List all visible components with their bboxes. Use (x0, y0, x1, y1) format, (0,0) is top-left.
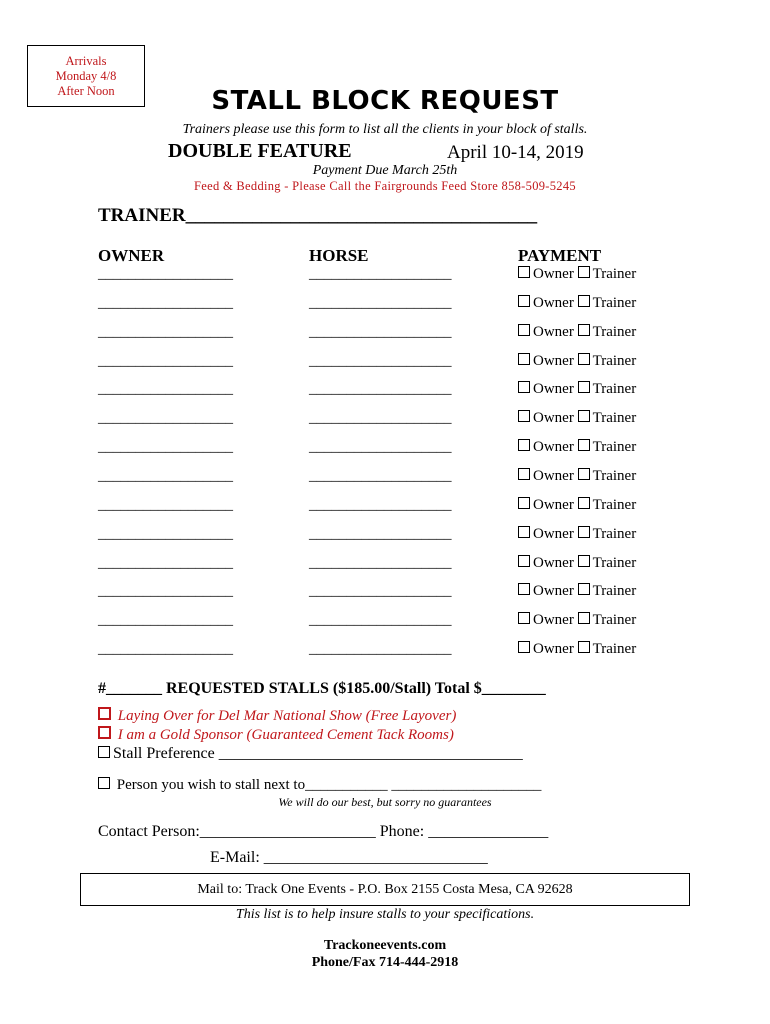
owner-blank[interactable]: __________________ (98, 439, 233, 456)
owner-checkbox[interactable] (518, 497, 530, 509)
horse-blank[interactable]: ___________________ (309, 381, 452, 398)
trainer-checkbox[interactable] (578, 526, 590, 538)
owner-blank[interactable]: __________________ (98, 323, 233, 340)
payment-options (518, 555, 636, 572)
owner-checkbox[interactable] (518, 555, 530, 567)
owner-option-label: Owner (533, 410, 574, 427)
owner-option-label: Owner (533, 525, 574, 542)
owner-checkbox[interactable] (518, 295, 530, 307)
payment-options (518, 497, 636, 514)
payment-options (518, 468, 636, 485)
horse-blank[interactable]: ___________________ (309, 583, 452, 600)
owner-option-label: Owner (533, 496, 574, 513)
stall-preference-option[interactable] (98, 745, 523, 763)
trainer-field[interactable]: TRAINER_____________________________________ (98, 205, 538, 226)
trainer-checkbox[interactable] (578, 612, 590, 624)
trainer-option-label: Trainer (592, 554, 637, 571)
payment-options (518, 410, 636, 427)
gold-sponsor-checkbox[interactable] (98, 726, 111, 739)
stall-next-label: Person you wish to stall next to___________ ____________________ (116, 777, 542, 793)
owner-option-label: Owner (533, 641, 574, 658)
owner-blank[interactable]: __________________ (98, 641, 233, 658)
payment-due-note: Payment Due March 25th (312, 163, 458, 178)
owner-blank[interactable]: __________________ (98, 525, 233, 542)
horse-blank[interactable]: ___________________ (309, 294, 452, 311)
owner-option-label: Owner (533, 439, 574, 456)
owner-checkbox[interactable] (518, 266, 530, 278)
stall-next-option[interactable] (98, 777, 541, 794)
owner-blank[interactable]: __________________ (98, 381, 233, 398)
trainer-checkbox[interactable] (578, 324, 590, 336)
mail-to-box: Mail to: Track One Events - P.O. Box 2155 Costa Mesa, CA 92628 (80, 873, 690, 906)
payment-options (518, 612, 636, 629)
gold-sponsor-option[interactable] (98, 726, 454, 744)
owner-option-label: Owner (533, 612, 574, 629)
owner-blank[interactable]: __________________ (98, 266, 233, 282)
stall-next-checkbox[interactable] (98, 777, 110, 789)
trainer-checkbox[interactable] (578, 439, 590, 451)
disclaimer-note: This list is to help insure stalls to your specifications. (235, 907, 535, 922)
trainer-checkbox[interactable] (578, 295, 590, 307)
owner-blank[interactable]: __________________ (98, 612, 233, 629)
trainer-option-label: Trainer (592, 410, 637, 427)
owner-option-label: Owner (533, 467, 574, 484)
page-title: STALL BLOCK REQUEST (211, 86, 559, 116)
payment-options (518, 439, 636, 456)
horse-column-header: HORSE (309, 246, 369, 265)
payment-column-header: PAYMENT (518, 246, 602, 265)
owner-option-label: Owner (533, 583, 574, 600)
horse-blank[interactable]: ___________________ (309, 323, 452, 340)
trainer-checkbox[interactable] (578, 410, 590, 422)
trainer-option-label: Trainer (592, 352, 637, 369)
trainer-checkbox[interactable] (578, 266, 590, 278)
trainer-option-label: Trainer (592, 467, 637, 484)
trainer-option-label: Trainer (592, 323, 637, 340)
arrivals-line-3: After Noon (57, 84, 115, 98)
owner-option-label: Owner (533, 554, 574, 571)
gold-sponsor-label: I am a Gold Sponsor (Guaranteed Cement Tack Rooms) (117, 727, 454, 743)
horse-blank[interactable]: ___________________ (309, 525, 452, 542)
trainer-checkbox[interactable] (578, 641, 590, 653)
owner-checkbox[interactable] (518, 381, 530, 393)
trainer-option-label: Trainer (592, 525, 637, 542)
owner-checkbox[interactable] (518, 583, 530, 595)
owner-option-label: Owner (533, 381, 574, 398)
owner-checkbox[interactable] (518, 410, 530, 422)
layover-option[interactable] (98, 707, 456, 725)
owner-blank[interactable]: __________________ (98, 294, 233, 311)
trainer-checkbox[interactable] (578, 497, 590, 509)
layover-label: Laying Over for Del Mar National Show (Free Layover) (117, 708, 457, 724)
payment-options (518, 353, 636, 370)
payment-options (518, 641, 636, 658)
contact-phone-line[interactable]: Contact Person:______________________ Phone: _______________ (98, 823, 549, 840)
event-dates: April 10-14, 2019 (447, 142, 584, 163)
trainer-option-label: Trainer (592, 641, 637, 658)
owner-blank[interactable]: __________________ (98, 467, 233, 484)
horse-blank[interactable]: ___________________ (309, 439, 452, 456)
payment-options (518, 381, 636, 398)
layover-checkbox[interactable] (98, 707, 111, 720)
horse-blank[interactable]: ___________________ (309, 641, 452, 658)
owner-option-label: Owner (533, 323, 574, 340)
payment-options (518, 295, 636, 312)
trainer-option-label: Trainer (592, 496, 637, 513)
requested-stalls-line[interactable]: #_______ REQUESTED STALLS ($185.00/Stall) Total $________ (98, 680, 546, 697)
owner-column-header: OWNER (98, 246, 165, 265)
horse-blank[interactable]: ___________________ (309, 352, 452, 369)
owner-checkbox[interactable] (518, 612, 530, 624)
stall-preference-checkbox[interactable] (98, 746, 110, 758)
owner-checkbox[interactable] (518, 526, 530, 538)
stall-preference-label: Stall Preference ______________________________________ (113, 745, 523, 762)
trainer-option-label: Trainer (592, 612, 637, 629)
no-guarantee-note: We will do our best, but sorry no guarantees (278, 795, 492, 809)
owner-blank[interactable]: __________________ (98, 554, 233, 571)
payment-options (518, 583, 636, 600)
owner-option-label: Owner (533, 266, 574, 282)
form-instructions: Trainers please use this form to list all the clients in your block of stalls. (182, 122, 588, 137)
owner-blank[interactable]: __________________ (98, 410, 233, 427)
owner-option-label: Owner (533, 294, 574, 311)
email-line[interactable]: E-Mail: ____________________________ (210, 849, 488, 866)
owner-checkbox[interactable] (518, 641, 530, 653)
trainer-option-label: Trainer (592, 439, 637, 456)
website-text: Trackoneevents.com (323, 938, 447, 953)
arrivals-line-2: Monday 4/8 (55, 69, 117, 83)
payment-options (518, 526, 636, 543)
owner-blank[interactable]: __________________ (98, 352, 233, 369)
trainer-checkbox[interactable] (578, 381, 590, 393)
event-name: DOUBLE FEATURE (168, 140, 352, 162)
owner-checkbox[interactable] (518, 439, 530, 451)
horse-blank[interactable]: ___________________ (309, 266, 452, 282)
trainer-checkbox[interactable] (578, 353, 590, 365)
trainer-option-label: Trainer (592, 381, 637, 398)
horse-blank[interactable]: ___________________ (309, 496, 452, 513)
owner-checkbox[interactable] (518, 468, 530, 480)
owner-option-label: Owner (533, 352, 574, 369)
horse-blank[interactable]: ___________________ (309, 612, 452, 629)
trainer-option-label: Trainer (592, 583, 637, 600)
owner-checkbox[interactable] (518, 353, 530, 365)
owner-checkbox[interactable] (518, 324, 530, 336)
horse-blank[interactable]: ___________________ (309, 467, 452, 484)
payment-options (518, 266, 636, 283)
trainer-option-label: Trainer (592, 294, 637, 311)
owner-blank[interactable]: __________________ (98, 496, 233, 513)
owner-blank[interactable]: __________________ (98, 583, 233, 600)
payment-options (518, 324, 636, 341)
trainer-option-label: Trainer (592, 266, 637, 282)
horse-blank[interactable]: ___________________ (309, 410, 452, 427)
trainer-checkbox[interactable] (578, 583, 590, 595)
trainer-checkbox[interactable] (578, 468, 590, 480)
phone-fax-text: Phone/Fax 714-444-2918 (311, 955, 459, 970)
horse-blank[interactable]: ___________________ (309, 554, 452, 571)
arrivals-line-1: Arrivals (65, 54, 107, 68)
feed-bedding-note: Feed & Bedding - Please Call the Fairgrounds Feed Store 858-509-5245 (194, 179, 576, 193)
trainer-checkbox[interactable] (578, 555, 590, 567)
